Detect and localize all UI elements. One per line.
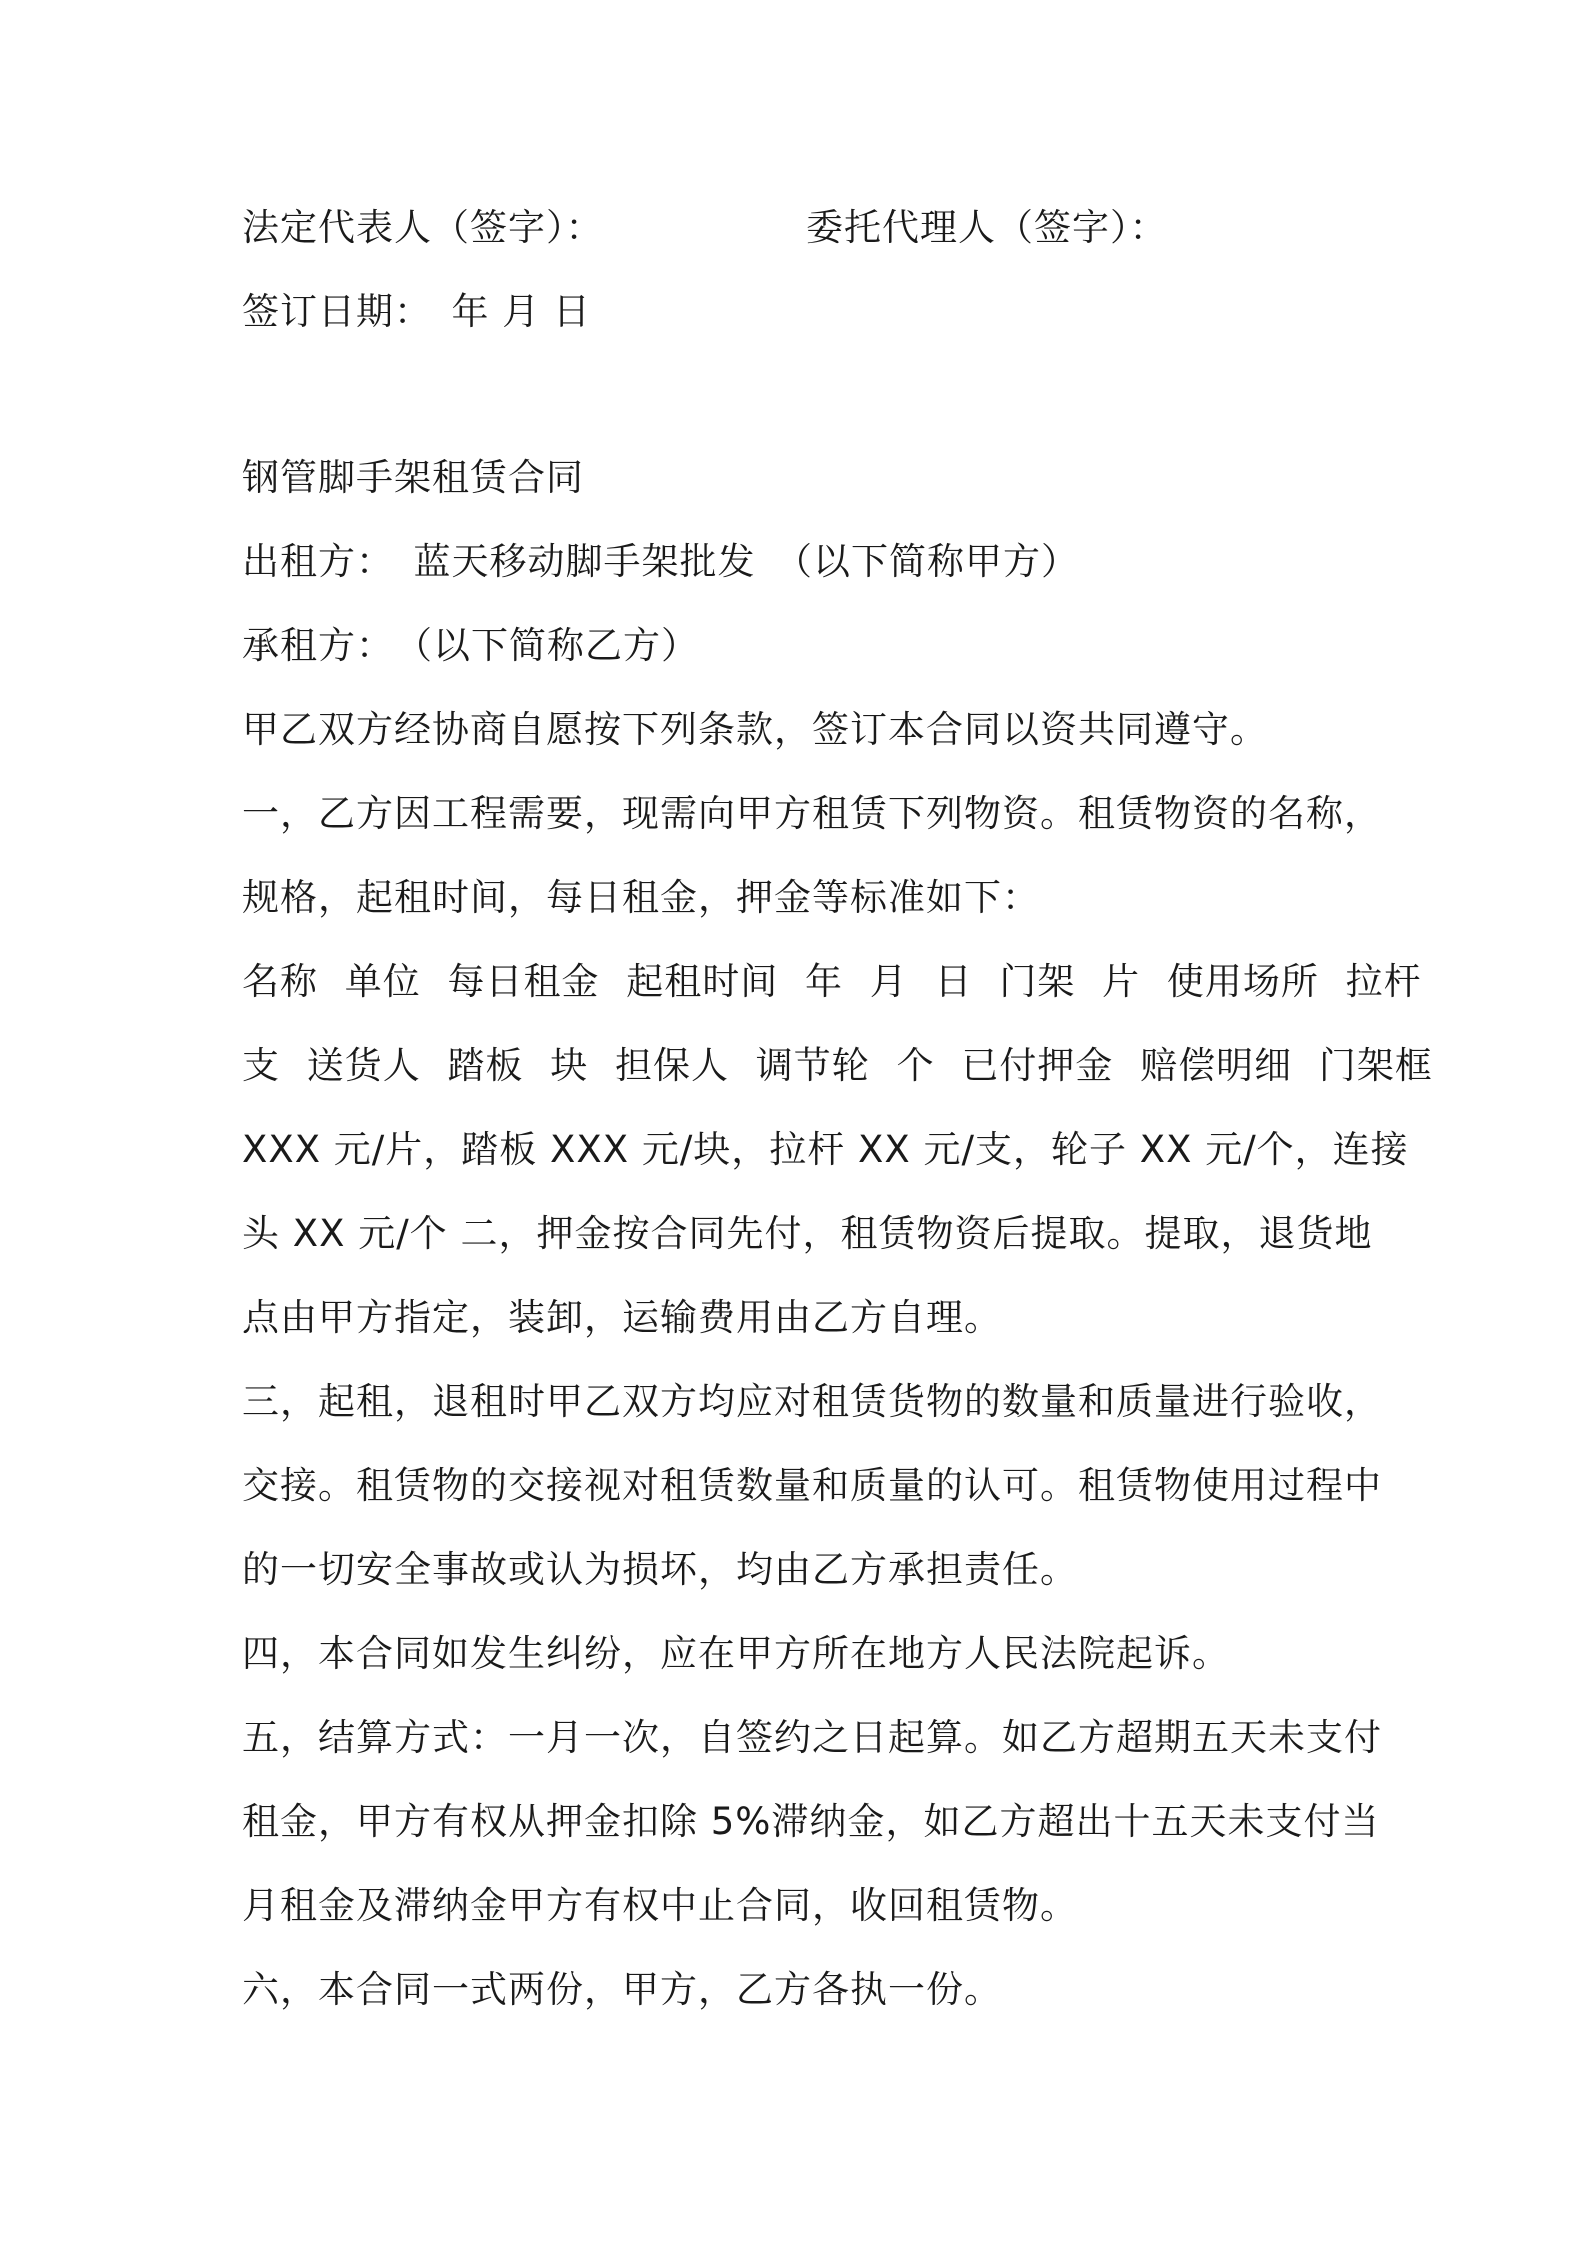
contract-text-line: 六，本合同一式两份，甲方，乙方各执一份。 <box>242 1968 1002 2011</box>
agent-signature-label: 委托代理人（签字）： <box>806 206 1168 249</box>
contract-text-line: 名称 单位 每日租金 起租时间 年 月 日 门架 片 使用场所 拉杆 <box>242 960 1422 1003</box>
contract-text-line: 月租金及滞纳金甲方有权中止合同，收回租赁物。 <box>242 1884 1078 1927</box>
contract-text-line: 一，乙方因工程需要，现需向甲方租赁下列物资。租赁物资的名称， <box>242 792 1382 835</box>
contract-text-line: 支 送货人 踏板 块 担保人 调节轮 个 已付押金 赔偿明细 门架框 <box>242 1044 1433 1087</box>
lessor-line: 出租方： 蓝天移动脚手架批发 （以下简称甲方） <box>242 540 1079 583</box>
contract-text-line: 租金，甲方有权从押金扣除 5%滞纳金，如乙方超出十五天未支付当 <box>242 1800 1380 1843</box>
contract-text-line: 五，结算方式：一月一次，自签约之日起算。如乙方超期五天未支付 <box>242 1716 1382 1759</box>
contract-text-line: 三，起租，退租时甲乙双方均应对租赁货物的数量和质量进行验收， <box>242 1380 1382 1423</box>
signing-date-line: 签订日期： 年 月 日 <box>242 290 592 333</box>
contract-text-line: 甲乙双方经协商自愿按下列条款，签订本合同以资共同遵守。 <box>242 708 1268 751</box>
legal-representative-signature-label: 法定代表人（签字）： <box>242 206 604 249</box>
contract-text-line: 点由甲方指定，装卸，运输费用由乙方自理。 <box>242 1296 1002 1339</box>
lessee-line: 承租方： （以下简称乙方） <box>242 624 699 667</box>
contract-text-line: 四，本合同如发生纠纷，应在甲方所在地方人民法院起诉。 <box>242 1632 1230 1675</box>
contract-title: 钢管脚手架租赁合同 <box>242 456 584 499</box>
contract-text-line: 交接。租赁物的交接视对租赁数量和质量的认可。租赁物使用过程中 <box>242 1464 1382 1507</box>
contract-text-line: 的一切安全事故或认为损坏，均由乙方承担责任。 <box>242 1548 1078 1591</box>
contract-text-line: XXX 元/片，踏板 XXX 元/块，拉杆 XX 元/支，轮子 XX 元/个，连接 <box>242 1128 1409 1171</box>
contract-text-line: 头 XX 元/个 二，押金按合同先付，租赁物资后提取。提取，退货地 <box>242 1212 1373 1255</box>
contract-text-line: 规格，起租时间，每日租金，押金等标准如下： <box>242 876 1040 919</box>
